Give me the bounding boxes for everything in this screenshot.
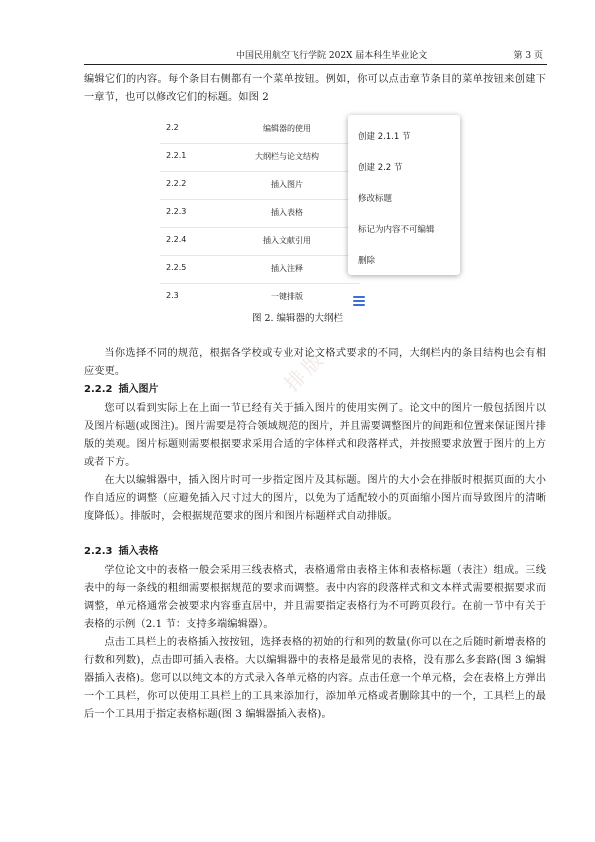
- outline-row[interactable]: [160, 171, 360, 200]
- menu-item-create-22[interactable]: 创建 2.2 节: [358, 163, 403, 173]
- outline-row[interactable]: [160, 115, 360, 144]
- outline-row-label: 一键排版: [271, 292, 303, 301]
- figure-caption: 图 2. 编辑器的大纲栏: [251, 313, 344, 324]
- section-title: 插入表格: [118, 546, 159, 557]
- paragraph-tables-1: 学位论文中的表格一般会采用三线表格式，表格通常由表格主体和表格标题（表注）组成。三线表中的每一条线的粗细需要根据规范的要求而调整。表中内容的段落样式和文本样式需要根据要求而调整，单元格通常会被要求内容垂直居中，并且需要指定表格行为不可跨页段行。在前一节中有关于表格的示例（2.1 节：支持多端编辑器）。: [84, 565, 546, 630]
- paragraph-images-1: 您可以看到实际上在上面一节已经有关于插入图片的使用实例了。论文中的图片一般包括图片以及图片标题(或图注)。图片需要是符合领域规范的图片，并且需要调整图片的间距和位置来保证图片排版的美观。图片标题则需要根据要求采用合适的字体样式和段落样式，并按照要求放置于图片的上方或者下方。: [84, 403, 546, 468]
- paragraph-tables-2: 点击工具栏上的表格插入按按钮，选择表格的初始的行和列的数量(你可以在之后随时新增表格的行数和列数)，点击即可插入表格。大以编辑器中的表格是最常见的表格，没有那么多套路(图 3 编辑器插入表格)。您可以以纯文本的方式录入各单元格的内容。点击任意一个单元格，会在表格上方弹出一个工具栏，你可以使用工具栏上的工具来添加行，添加单元格或者删除其中的一个，工具栏上的最后一个工具用于指定表格标题(图 3 编辑器插入表格)。: [84, 637, 546, 720]
- menu-item-rename[interactable]: 修改标题: [358, 194, 393, 204]
- section-title: 插入图片: [118, 384, 159, 395]
- paragraph-after-figure: 当你选择不同的规范，根据各学校或专业对论文格式要求的不同，大纲栏内的条目结构也会有相应变更。: [84, 348, 546, 377]
- thesis-title: 中国民用航空飞行学院 202X 届本科生毕业论文: [236, 51, 428, 61]
- outline-row-number: 2.3: [166, 291, 179, 300]
- outline-row-number: 2.2.1: [166, 151, 187, 160]
- outline-row-number: 2.2.5: [166, 263, 187, 272]
- outline-row-label: 插入表格: [271, 208, 303, 217]
- outline-row-number: 2.2.3: [166, 207, 187, 216]
- outline-row-label: 大纲栏与论文结构: [255, 152, 319, 161]
- outline-row[interactable]: [160, 255, 360, 284]
- menu-item-create-211[interactable]: 创建 2.1.1 节: [358, 132, 411, 142]
- context-menu: [348, 115, 460, 275]
- outline-row[interactable]: [160, 143, 360, 172]
- outline-row-label: 插入注释: [271, 264, 303, 273]
- intro-paragraph: 编辑它们的内容。每个条目右侧都有一个菜单按钮。例如，你可以点击章节条目的菜单按钮来创建下一章节，也可以修改它们的标题。如图 2: [84, 74, 546, 103]
- page-header: [84, 50, 547, 65]
- outline-row-label: 插入图片: [271, 180, 303, 189]
- outline-row-number: 2.2: [166, 123, 179, 132]
- outline-row-number: 2.2.4: [166, 235, 187, 244]
- outline-row[interactable]: [160, 227, 360, 256]
- section-number: 2.2.3: [84, 546, 113, 557]
- menu-item-lock[interactable]: 标记为内容不可编辑: [358, 225, 435, 235]
- outline-row-label: 编辑器的使用: [263, 124, 311, 133]
- watermark: 排版: [279, 345, 331, 397]
- outline-row[interactable]: [160, 283, 360, 311]
- outline-row[interactable]: [160, 199, 360, 228]
- page-number: 第 3 页: [513, 51, 543, 61]
- outline-figure: [160, 115, 462, 307]
- section-heading-2-2-3: [84, 545, 164, 559]
- outline-row-number: 2.2.2: [166, 179, 187, 188]
- section-heading-2-2-2: [84, 383, 164, 397]
- section-number: 2.2.2: [84, 384, 113, 395]
- list-menu-icon[interactable]: [353, 296, 365, 306]
- menu-item-delete[interactable]: 删除: [358, 256, 376, 266]
- outline-row-label: 插入文献引用: [263, 236, 311, 245]
- paragraph-images-2: 在大以编辑器中，插入图片时可一步指定图片及其标题。图片的大小会在排版时根据页面的大小作自适应的调整（应避免插入尺寸过大的图片，以免为了适配较小的页面缩小图片而导致图片的清晰度降低）。排版时，会根据规范要求的图片和图片标题样式自动排版。: [84, 475, 546, 522]
